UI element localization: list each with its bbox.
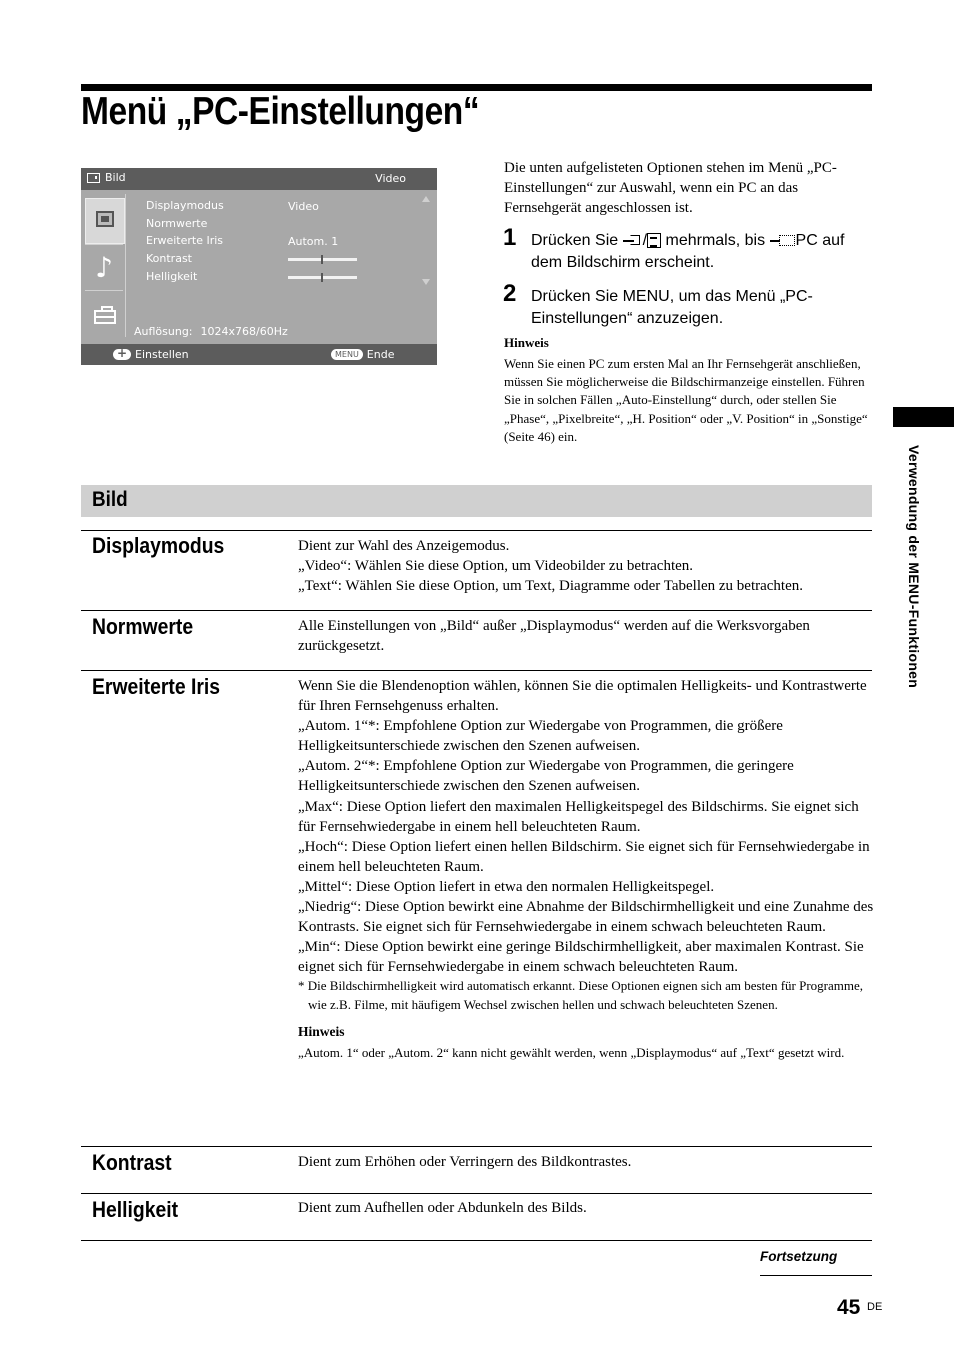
continued-label: Fortsetzung [760, 1249, 838, 1264]
option-description: Alle Einstellungen von „Bild“ außer „Displaymodus“ werden auf die Werksvorgaben zurückgesetzt. [298, 618, 810, 655]
note-label: Hinweis [298, 1024, 345, 1039]
resolution-label: Auflösung: [134, 325, 193, 338]
chapter-side-label: Verwendung der MENU-Funktionen [906, 445, 922, 689]
option-name: Normwerte [92, 614, 194, 639]
option-name: Displaymodus [92, 533, 225, 558]
option-description: Wenn Sie die Blendenoption wählen, können Sie die optimalen Helligkeits- und Kontrastwerte für Ihren Fernsehgenuss erhalten. „Autom. 1“*: Empfohlene Option zur Wiedergabe von Programmen, die größere Helligkeitsunterschiede zwischen den Szenen aufweisen. „Autom. 2“*: Empfohlene Option zur Wiedergabe von Programmen, die geringere Helligkeitsunterschiede zwischen den Szenen aufweisen. „Max“: Diese Option liefert den maximalen Helligkeitspegel des Bildschirms. Sie eignet sich für Fernsehwiedergabe in einem hell beleuchteten Raum. „Hoch“: Diese Option liefert einen hellen Bildschirm. Sie eignet sich für Fernsehwiedergabe in einem hell beleuchteten Raum. „Mittel“: Diese Option liefert in etwa den normalen Helligkeitspegel. „Niedrig“: Diese Option bewirkt eine Abnahme der Bildschirmhelligkeit und eine Zunahme des Kontrasts. Sie eignet sich für Fernsehwiedergabe in einem schwach beleuchteten Raum. „Min“: Diese Option bewirkt eine geringe Bildschirmhelligkeit, aber maximalen Kontrast. Sie eignet sich für Fernsehwiedergabe in einem schwach beleuchteten Raum. * Die Bildschirmhelligkeit wird automatisch erkannt. Diese Optionen eignen sich am besten für Programme, wie z.B. Filme, mit häufigem Wechsel zwischen hellen und schwach beleuchteten Szenen. Hinweis „Autom. 1“ oder „Autom. 2“ kann nicht gewählt werden, wenn „Displaymodus“ auf „Text“ gesetzt wird. [298, 676, 874, 1063]
music-note-icon: ♪ [95, 251, 113, 284]
option-name: Kontrast [92, 1150, 172, 1175]
pc-input-icon [770, 234, 796, 248]
page-number: 45 [837, 1296, 861, 1319]
option-name: Helligkeit [92, 1197, 179, 1222]
contrast-slider [288, 258, 357, 261]
step-text: Drücken Sie MENU, um das Menü „PC-Einstellungen“ anzuzeigen. [531, 288, 813, 327]
tv-menu-header-title: Bild [105, 171, 126, 184]
navigation-button-icon [113, 349, 131, 360]
note-text: Wenn Sie einen PC zum ersten Mal an Ihr Fernsehgerät anschließen, müssen Sie möglicherweise die Bildschirmanzeige einstellen. Führen Sie in solchen Fällen „Auto-Einstellung“ durch, oder stellen Sie „Phase“, „Pixelbreite“, „H. Position“ oder „V. Position“ in „Sonstige“ (Seite 46) ein. [504, 356, 868, 444]
footer-exit-label: Ende [366, 348, 395, 361]
note-label: Hinweis [504, 335, 549, 350]
brightness-slider [288, 276, 357, 279]
input-icon [87, 173, 100, 183]
option-name: Erweiterte Iris [92, 674, 221, 699]
divider [81, 610, 872, 611]
tv-resolution [134, 325, 288, 338]
tv-row-value: Autom. 1 [288, 235, 339, 248]
resolution-value: 1024x768/60Hz [200, 325, 288, 338]
tv-row-value: Video [288, 200, 319, 213]
continued-rule [760, 1275, 872, 1276]
divider [81, 1240, 872, 1241]
picture-icon [85, 198, 125, 244]
step-number: 2 [503, 280, 517, 307]
page-language: DE [867, 1301, 883, 1313]
scroll-up-arrow-icon [422, 196, 430, 202]
divider [81, 1193, 872, 1194]
tv-menu-sidebar [81, 190, 125, 341]
option-description: Dient zum Aufhellen oder Abdunkeln des Bilds. [298, 1200, 587, 1216]
step-text: Drücken Sie / mehrmals, bis PC auf dem Bildschirm erscheint. [531, 232, 845, 271]
tv-row-label: Kontrast [146, 252, 192, 265]
footnote: * Die Bildschirmhelligkeit wird automatisch erkannt. Diese Optionen eignen sich am besten für Programme, wie z.B. Filme, mit häufigem Wechsel zwischen hellen und schwach beleuchteten Szenen. [298, 978, 863, 1012]
option-description: Dient zum Erhöhen oder Verringern des Bildkontrastes. [298, 1154, 632, 1170]
option-description: Dient zur Wahl des Anzeigemodus. „Video“: Wählen Sie diese Option, um Videobilder zu betrachten. „Text“: Wählen Sie diese Option, um Text, Diagramme oder Tabellen zu betrachten. [298, 538, 804, 595]
tv-menu-divider [125, 194, 126, 337]
divider [81, 670, 872, 671]
tv-menu-screenshot [81, 168, 437, 365]
scroll-down-arrow-icon [422, 279, 430, 285]
tv-menu-header-mode: Video [375, 172, 406, 185]
divider [81, 1146, 872, 1147]
note-text: „Autom. 1“ oder „Autom. 2“ kann nicht gewählt werden, wenn „Displaymodus“ auf „Text“ gesetzt wird. [298, 1045, 845, 1061]
divider [81, 530, 872, 531]
tv-row-label: Normwerte [146, 217, 208, 230]
tv-row-label: Erweiterte Iris [146, 234, 224, 247]
tv-row-label: Helligkeit [146, 270, 198, 283]
tv-menu-footer [81, 344, 437, 365]
tv-menu-header [81, 168, 437, 190]
tv-row-label: Displaymodus [146, 199, 224, 212]
page-title: Menü „PC-Einstellungen“ [81, 90, 480, 133]
step-number: 1 [503, 224, 517, 251]
menu-button-badge: MENU [331, 349, 363, 360]
input-select-icon [623, 234, 643, 248]
teletext-icon [647, 233, 661, 248]
toolbox-icon [85, 290, 123, 334]
chapter-tab-marker [893, 407, 954, 427]
intro-text: Die unten aufgelisteten Optionen stehen im Menü „PC-Einstellungen“ zur Auswahl, wenn ein PC an das Fernsehgerät angeschlossen ist. [504, 160, 837, 216]
section-header [81, 485, 872, 517]
footer-set-label: Einstellen [135, 348, 189, 361]
section-title: Bild [92, 488, 128, 511]
